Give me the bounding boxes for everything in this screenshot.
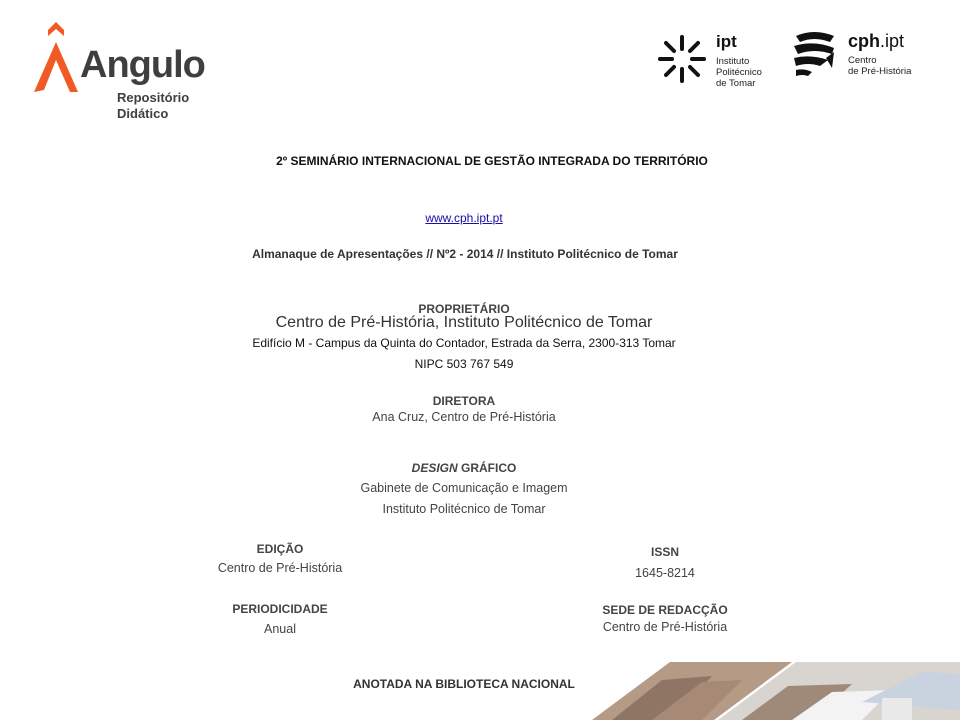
design-label-italic: DESIGN <box>411 461 458 475</box>
edicao-text: Centro de Pré-História <box>217 561 343 575</box>
angulo-logo-icon <box>34 20 78 94</box>
website-link[interactable]: www.cph.ipt.pt <box>425 211 503 225</box>
edicao-label: EDIÇÃO <box>256 542 304 556</box>
issn-text: 1645-8214 <box>635 566 695 580</box>
footer-note: ANOTADA NA BIBLIOTECA NACIONAL <box>353 677 575 691</box>
periodicidade-label: PERIODICIDADE <box>232 602 328 616</box>
excavation-photo <box>592 662 960 720</box>
diretora-label: DIRETORA <box>432 394 496 408</box>
proprietario-label: PROPRIETÁRIO <box>418 302 510 316</box>
cph-logo-line2: de Pré-História <box>848 66 912 77</box>
document-title: 2º SEMINÁRIO INTERNACIONAL DE GESTÃO INTEGRADA DO TERRITÓRIO <box>276 154 708 168</box>
ipt-logo-name: ipt <box>716 32 737 51</box>
proprietario-nipc: NIPC 503 767 549 <box>414 357 514 371</box>
cph-logo-name-light: .ipt <box>880 31 905 51</box>
sede-text: Centro de Pré-História <box>602 620 728 634</box>
cph-logo-name-bold: cph <box>848 31 881 51</box>
design-label-rest: GRÁFICO <box>457 461 517 475</box>
cph-logo-line1: Centro <box>848 55 877 66</box>
design-line2: Instituto Politécnico de Tomar <box>382 502 546 516</box>
ipt-logo-line1: Instituto <box>716 56 750 67</box>
periodicidade-text: Anual <box>264 622 296 636</box>
angulo-logo-wordmark: Angulo <box>80 44 205 86</box>
design-label <box>0 461 928 475</box>
ipt-logo-line2: Politécnico <box>716 67 762 78</box>
ipt-logo-line3: de Tomar <box>716 78 756 89</box>
diretora-text: Ana Cruz, Centro de Pré-História <box>372 410 556 424</box>
cph-logo-name <box>848 31 904 52</box>
ipt-logo-icon <box>656 33 708 85</box>
issn-label: ISSN <box>650 545 679 559</box>
design-line1: Gabinete de Comunicação e Imagem <box>360 481 568 495</box>
proprietario-address: Edifício M - Campus da Quinta do Contador, Estrada da Serra, 2300-313 Tomar <box>252 336 676 350</box>
almanaque-line: Almanaque de Apresentações // Nº2 - 2014 // Instituto Politécnico de Tomar <box>252 247 678 261</box>
cph-logo-icon <box>790 28 838 78</box>
sede-label: SEDE DE REDACÇÃO <box>602 603 728 617</box>
angulo-logo-line2: Didático <box>117 106 169 121</box>
angulo-logo-line1: Repositório <box>117 90 190 105</box>
proprietario-name: Centro de Pré-História, Instituto Politécnico de Tomar <box>275 314 653 331</box>
